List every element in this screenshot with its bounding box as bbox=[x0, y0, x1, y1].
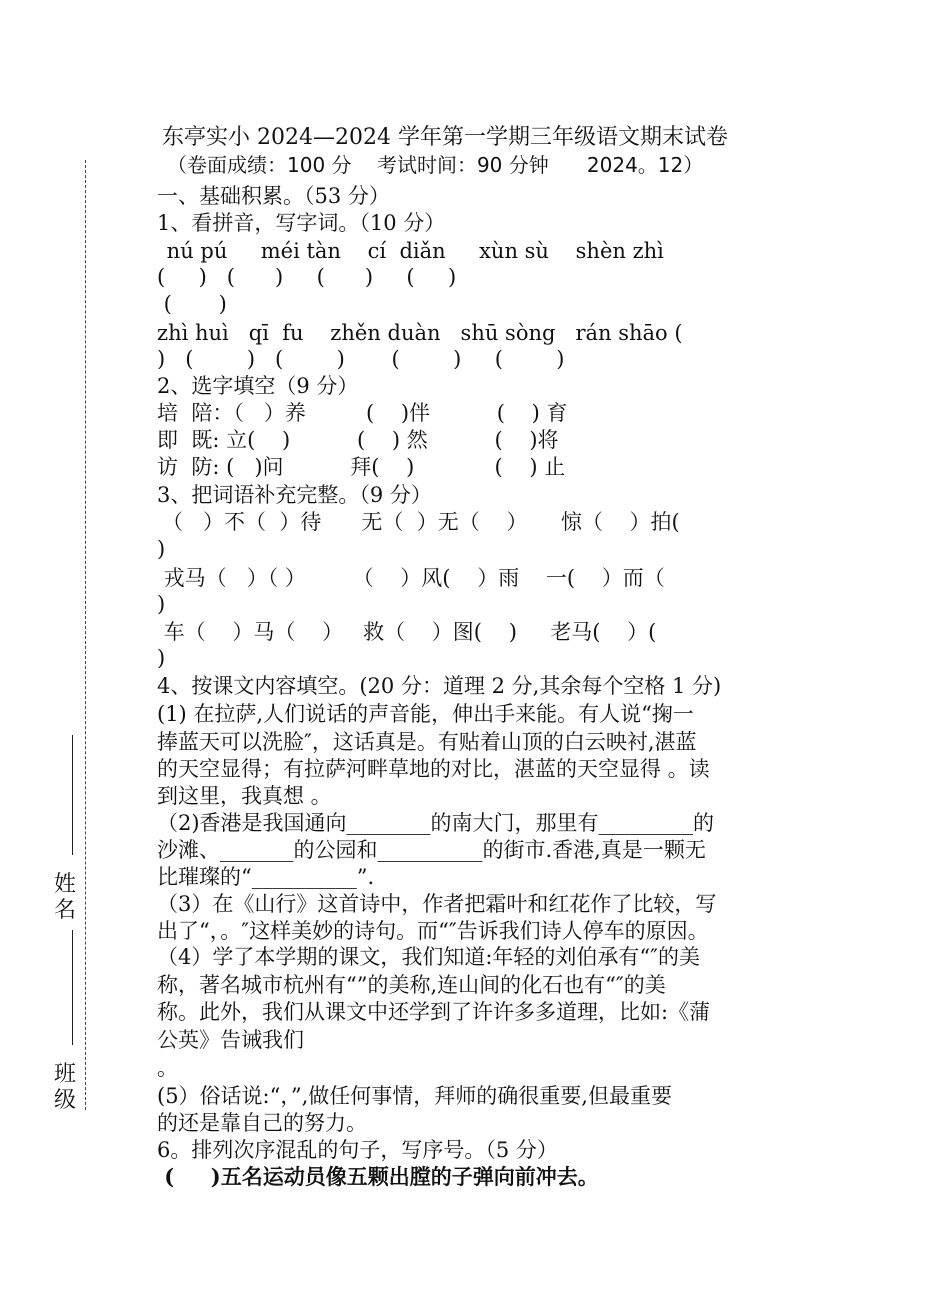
choose-char-row-2: 即 既: 立( ) ( ) 然 ( )将 bbox=[157, 428, 559, 452]
idiom-row-1: （ ）不（ ）待 无（ ）无（ ） 惊（ ）拍( bbox=[162, 510, 680, 534]
answer-brackets-row-1: ( ) ( ) ( ) ( ) bbox=[157, 265, 457, 289]
q4-part1-line2: 捧蓝天可以洗脸″，这话真是。有贴着山顶的白云映衬,湛蓝 bbox=[157, 730, 697, 754]
question-4-heading: 4、按课文内容填空。(20 分：道理 2 分,其余每个空格 1 分) bbox=[157, 674, 722, 698]
q4-part2-line2: 沙滩、_______的公园和__________的街市.香港,真是一颗无 bbox=[157, 838, 706, 862]
idiom-row-2-cont: ) bbox=[157, 592, 166, 616]
q4-part4-line3: 称。此外，我们从课文中还学到了许许多多道理，比如:《蒲 bbox=[157, 1000, 711, 1024]
idiom-row-3-cont: ) bbox=[157, 646, 166, 670]
q4-part5-line2: 的还是靠自己的努力。 bbox=[157, 1111, 367, 1135]
question-6-heading: 6。排列次序混乱的句子，写序号。（5 分） bbox=[157, 1138, 558, 1162]
binding-dashed-line bbox=[85, 160, 86, 1110]
q4-part2-line3: 比璀璨的“__________”. bbox=[157, 865, 375, 889]
q4-part2-line1: （2)香港是我国通向________的南大门，那里有_________的 bbox=[157, 811, 715, 835]
name-underline bbox=[72, 735, 73, 855]
idiom-row-1-cont: ) bbox=[157, 537, 166, 561]
pinyin-row-1: nú pú méi tàn cí diǎn xùn sù shèn zhì bbox=[160, 239, 664, 263]
question-1-heading: 1、看拼音，写字词。（10 分） bbox=[157, 211, 446, 235]
q6-sentence-1: ( )五名运动员像五颗出膛的子弹向前冲去。 bbox=[157, 1164, 599, 1189]
pinyin-row-2: zhì huì qī fu zhěn duàn shū sòng rán shāo ( bbox=[157, 321, 683, 345]
q4-part4-line4: 公英》告诫我们 bbox=[157, 1028, 304, 1052]
section-1-heading: 一、基础积累。（53 分） bbox=[157, 184, 390, 208]
name-label: 姓 名 bbox=[53, 872, 76, 923]
q4-part4-line5: 。 bbox=[157, 1056, 178, 1080]
class-underline bbox=[72, 930, 73, 1045]
choose-char-row-3: 访 防: ( )问 拜( ) ( ) 止 bbox=[157, 455, 566, 479]
idiom-row-2: 戎马（ ）（ ） （ ）风( ）雨 一( ）而（ bbox=[157, 566, 665, 590]
choose-char-row-1: 培 陪：（ ）养 ( )伴 ( ) 育 bbox=[157, 401, 568, 425]
question-3-heading: 3、把词语补充完整。（9 分） bbox=[157, 483, 432, 507]
exam-title: 东亭实小 2024—2024 学年第一学期三年级语文期末试卷 bbox=[162, 125, 728, 150]
q4-part4-line2: 称，著名城市杭州有“”的美称,连山间的化石也有“″的美 bbox=[157, 973, 666, 997]
q4-part1-line1: (1) 在拉萨,人们说话的声音能，伸出手来能。有人说“掬一 bbox=[157, 702, 694, 726]
q4-part3-line1: （3）在《山行》这首诗中，作者把霜叶和红花作了比较，写 bbox=[157, 892, 717, 916]
idiom-row-3: 车（ ）马（ ） 救（ ）图( ) 老马( ）( bbox=[157, 620, 657, 644]
q4-part4-line1: （4）学了本学期的课文，我们知道:年轻的刘伯承有“″的美 bbox=[157, 945, 701, 969]
answer-brackets-row-2: ) ( ) ( ) ( ) ( ) bbox=[157, 347, 565, 371]
q4-part1-line4: 到这里，我真想 。 bbox=[157, 784, 332, 808]
class-label: 班 级 bbox=[53, 1062, 76, 1113]
q4-part3-line2: 出了“，。″这样美妙的诗句。而“″告诉我们诗人停车的原因。 bbox=[157, 919, 709, 943]
question-2-heading: 2、选字填空（9 分） bbox=[157, 374, 359, 398]
answer-brackets-row-1b: ( ) bbox=[157, 292, 227, 316]
q4-part1-line3: 的天空显得；有拉萨河畔草地的对比，湛蓝的天空显得 。读 bbox=[157, 757, 710, 781]
q4-part5-line1: (5）俗话说:“，”,做任何事情，拜师的确很重要,但最重要 bbox=[157, 1084, 672, 1108]
exam-subtitle: （卷面成绩：100 分 考试时间：90 分钟 2024。12） bbox=[167, 153, 704, 177]
